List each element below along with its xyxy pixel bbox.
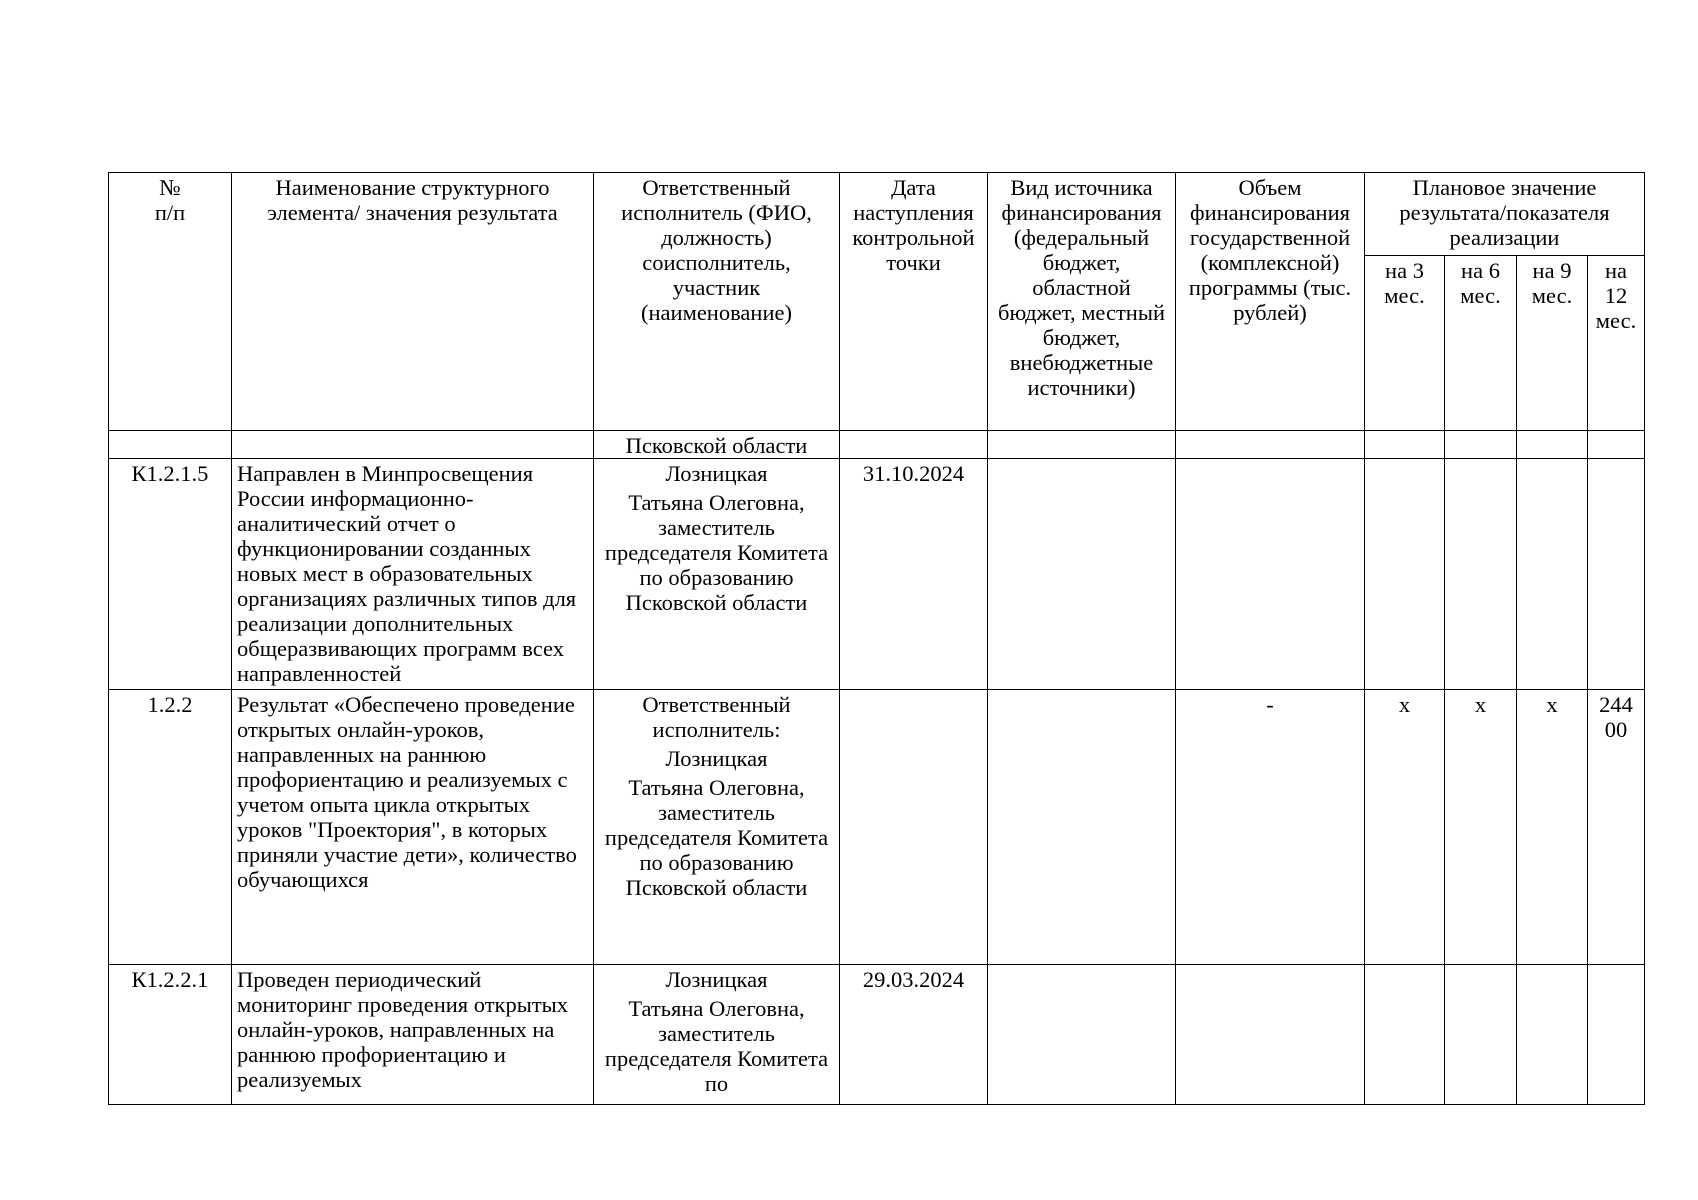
- header-num-line1: №: [159, 175, 181, 200]
- cell-m9: x: [1517, 690, 1588, 965]
- header-name: Наименование структурного элемента/ значения результата: [232, 173, 594, 431]
- header-date: Дата наступления контрольной точки: [840, 173, 988, 431]
- cell-volume: -: [1176, 690, 1365, 965]
- executor-line: Татьяна Олеговна, заместитель председателя Комитета по образованию Псковской области: [604, 775, 829, 900]
- header-plan-6m: на 6 мес.: [1445, 256, 1517, 431]
- cell-name: Результат «Обеспечено проведение открытых онлайн-уроков, направленных на раннюю профориентацию и реализуемых с учетом опыта цикла открытых уроков "Проектория", в которых приняли участие дети», количество обучающихся: [232, 690, 594, 965]
- executor-line: Татьяна Олеговна, заместитель председателя Комитета по: [604, 996, 829, 1096]
- cell-executor: Псковской области: [594, 431, 840, 459]
- cell-m9: [1517, 459, 1588, 690]
- header-source: Вид источника финансирования (федеральный бюджет, областной бюджет, местный бюджет, внебюджетные источники): [988, 173, 1176, 431]
- cell-volume: [1176, 431, 1365, 459]
- cell-date: 29.03.2024: [840, 965, 988, 1105]
- cell-name: Направлен в Минпросвещения России информационно-аналитический отчет о функционировании созданных новых мест в образовательных организациях различных типов для реализации дополнительных общеразвивающих программ всех направленностей: [232, 459, 594, 690]
- cell-executor: [594, 690, 840, 965]
- header-executor: Ответственный исполнитель (ФИО, должность) соисполнитель, участник (наименование): [594, 173, 840, 431]
- cell-name: Проведен периодический мониторинг проведения открытых онлайн-уроков, направленных на раннюю профориентацию и реализуемых: [232, 965, 594, 1105]
- table-row: [109, 459, 1645, 690]
- cell-m3: [1365, 431, 1445, 459]
- cell-m12: [1588, 459, 1645, 690]
- cell-date: 31.10.2024: [840, 459, 988, 690]
- cell-source: [988, 459, 1176, 690]
- cell-date: [840, 431, 988, 459]
- executor-line: Татьяна Олеговна, заместитель председателя Комитета по образованию Псковской области: [604, 490, 829, 615]
- header-plan-12m: на 12 мес.: [1588, 256, 1645, 431]
- plan-table: [108, 172, 1645, 1105]
- cell-num: К1.2.2.1: [109, 965, 232, 1105]
- header-num-line2: п/п: [154, 200, 186, 225]
- cell-source: [988, 431, 1176, 459]
- cell-m9: [1517, 965, 1588, 1105]
- cell-m9: [1517, 431, 1588, 459]
- cell-m6: [1445, 459, 1517, 690]
- table-row-continuation: [109, 431, 1645, 459]
- cell-m3: [1365, 965, 1445, 1105]
- cell-source: [988, 965, 1176, 1105]
- cell-m12: [1588, 431, 1645, 459]
- executor-line: Лозницкая: [665, 967, 768, 992]
- header-row: [109, 173, 1645, 256]
- cell-m3: x: [1365, 690, 1445, 965]
- cell-source: [988, 690, 1176, 965]
- cell-m12: [1588, 965, 1645, 1105]
- cell-num: [109, 431, 232, 459]
- table-row: [109, 965, 1645, 1105]
- cell-executor: [594, 965, 840, 1105]
- cell-m3: [1365, 459, 1445, 690]
- header-volume: Объем финансирования государственной (комплексной) программы (тыс. рублей): [1176, 173, 1365, 431]
- cell-num: К1.2.1.5: [109, 459, 232, 690]
- executor-line: Лозницкая: [665, 461, 768, 486]
- cell-executor: [594, 459, 840, 690]
- cell-num: 1.2.2: [109, 690, 232, 965]
- cell-m6: [1445, 965, 1517, 1105]
- executor-line: Ответственный исполнитель:: [642, 692, 791, 742]
- header-plan-9m: на 9 мес.: [1517, 256, 1588, 431]
- cell-volume: [1176, 965, 1365, 1105]
- cell-volume: [1176, 459, 1365, 690]
- header-plan-3m: на 3 мес.: [1365, 256, 1445, 431]
- cell-m12: 244 00: [1588, 690, 1645, 965]
- table-row: [109, 690, 1645, 965]
- cell-name: [232, 431, 594, 459]
- header-num: [109, 173, 232, 431]
- cell-m6: [1445, 431, 1517, 459]
- executor-line: Лозницкая: [665, 746, 768, 771]
- cell-date: [840, 690, 988, 965]
- header-plan: Плановое значение результата/показателя реализации: [1365, 173, 1645, 256]
- cell-m6: x: [1445, 690, 1517, 965]
